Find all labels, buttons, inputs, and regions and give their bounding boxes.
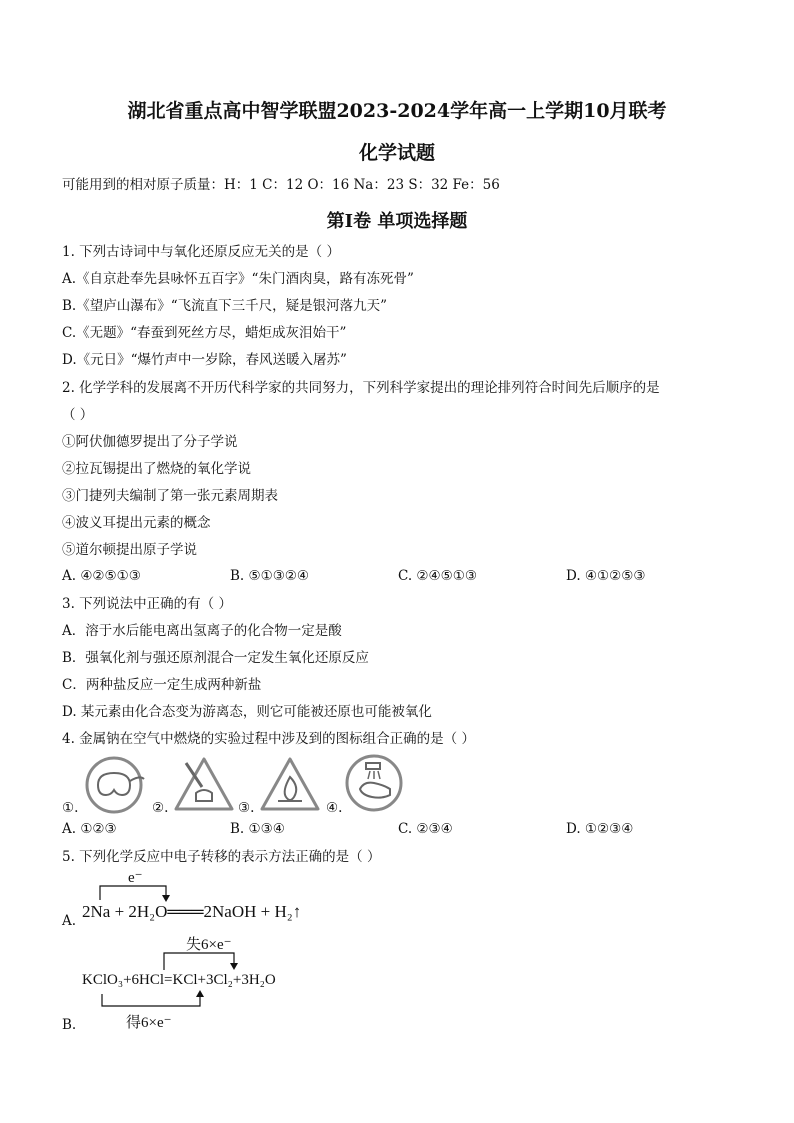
q4-icon-label-1: ①.: [62, 800, 79, 816]
atomic-masses: 可能用到的相对原子质量：H：1 C：12 O：16 Na：23 S：32 Fe：56: [62, 177, 500, 193]
q2-item-2: ②拉瓦锡提出了燃烧的氧化学说: [62, 461, 251, 477]
q1-option-c: C.《无题》“春蚕到死丝方尽，蜡炬成灰泪始干”: [62, 325, 347, 341]
q4-option-d: D. ①②③④: [566, 821, 634, 837]
q5-option-b-label: B.: [62, 1017, 77, 1033]
q2-option-a: A. ④②⑤①③: [62, 568, 141, 584]
q1-option-d: D.《元日》“爆竹声中一岁除，春风送暖入屠苏”: [62, 352, 347, 368]
q2-stem: 2. 化学学科的发展离不开历代科学家的共同努力，下列科学家提出的理论排列符合时间先后顺序的是: [62, 380, 660, 396]
q3-option-b: B．强氧化剂与强还原剂混合一定发生氧化还原反应: [62, 650, 369, 666]
q4-option-a: A. ①②③: [62, 821, 117, 837]
q5-a-equation: 2Na + 2H₂O═══2NaOH + H₂↑: [82, 902, 302, 921]
exam-title: 湖北省重点高中智学联盟2023-2024学年高一上学期10月联考: [127, 100, 667, 122]
q5-stem: 5. 下列化学反应中电子转移的表示方法正确的是（ ）: [62, 849, 381, 865]
q2-item-1: ①阿伏伽德罗提出了分子学说: [62, 434, 238, 450]
section-heading: 第Ⅰ卷 单项选择题: [326, 211, 468, 232]
subject-title: 化学试题: [358, 142, 435, 164]
q4-stem: 4. 金属钠在空气中燃烧的实验过程中涉及到的图标组合正确的是（ ）: [62, 731, 475, 747]
q2-option-d: D. ④①②⑤③: [566, 568, 646, 584]
q2-item-3: ③门捷列夫编制了第一张元素周期表: [62, 488, 278, 504]
q2-option-c: C. ②④⑤①③: [398, 568, 477, 584]
q2-paren: （ ）: [62, 407, 94, 423]
q3-stem: 3. 下列说法中正确的有（ ）: [62, 596, 232, 612]
q5-a-electron-label: e⁻: [128, 870, 143, 886]
q1-option-a: A.《自京赴奉先县咏怀五百字》“朱门酒肉臭，路有冻死骨”: [62, 271, 414, 287]
q5-b-lose-label: 失6×e⁻: [186, 937, 232, 953]
q4-option-b: B. ①③④: [230, 821, 285, 837]
q5-option-a-label: A.: [62, 913, 77, 929]
q1-option-b: B.《望庐山瀑布》“飞流直下三千尺，疑是银河落九天”: [62, 298, 388, 314]
q3-option-c: C．两种盐反应一定生成两种新盐: [62, 677, 262, 693]
q2-option-b: B. ⑤①③②④: [230, 568, 310, 584]
q4-option-c: C. ②③④: [398, 821, 453, 837]
q4-icon-label-4: ④.: [326, 800, 343, 816]
q3-option-a: A．溶于水后能电离出氢离子的化合物一定是酸: [62, 623, 342, 639]
q1-stem: 1. 下列古诗词中与氧化还原反应无关的是（ ）: [62, 244, 340, 260]
q2-item-5: ⑤道尔顿提出原子学说: [62, 542, 197, 558]
q4-icon-label-3: ③.: [238, 800, 255, 816]
q3-option-d: D. 某元素由化合态变为游离态，则它可能被还原也可能被氧化: [62, 704, 432, 720]
q5-b-equation: KClO₃+6HCl=KCl+3Cl₂+3H₂O: [82, 972, 276, 988]
q5-b-gain-label: 得6×e⁻: [126, 1015, 172, 1031]
q2-item-4: ④波义耳提出元素的概念: [62, 515, 211, 531]
q4-icon-label-2: ②.: [152, 800, 169, 816]
